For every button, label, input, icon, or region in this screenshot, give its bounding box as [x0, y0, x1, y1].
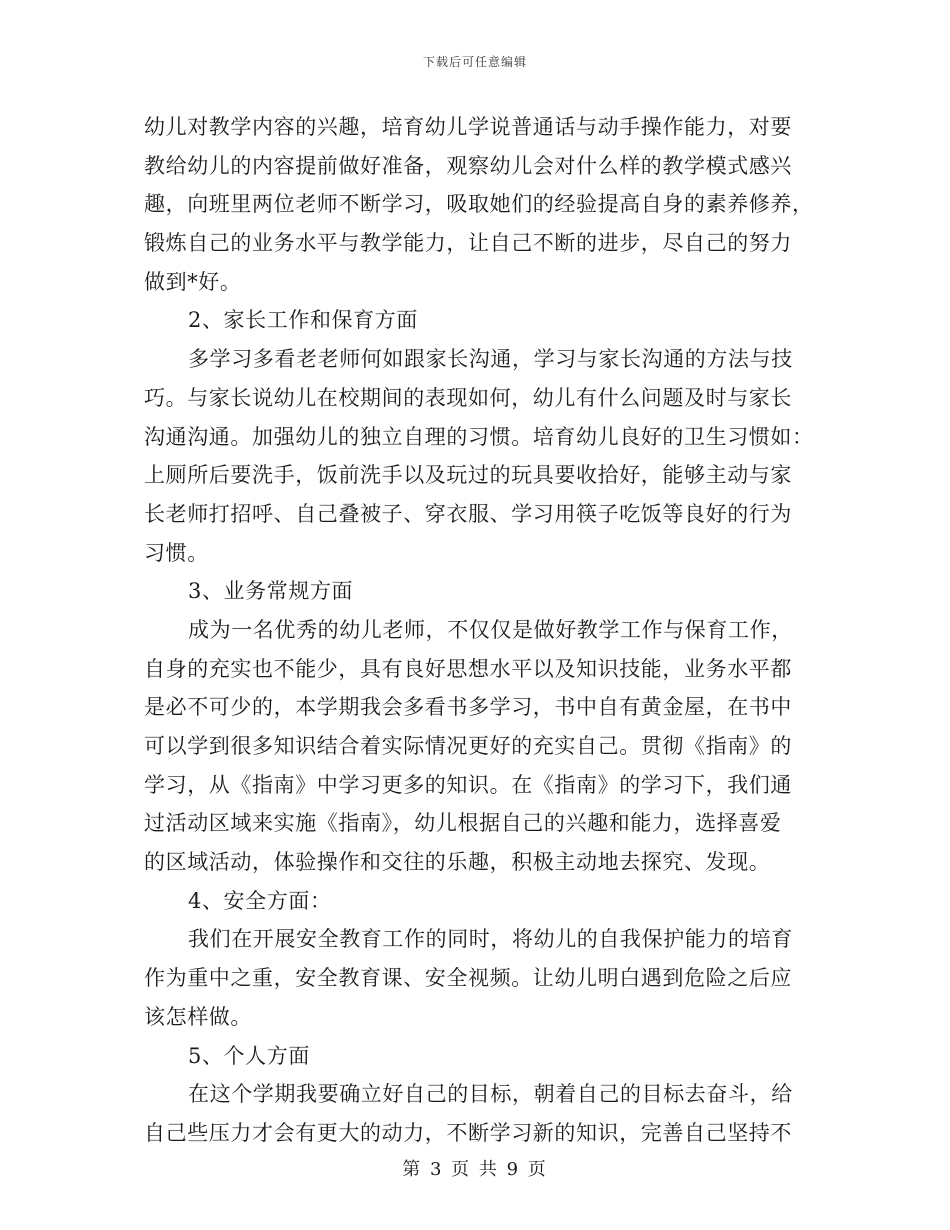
paragraph-line: 上厕所后要洗手，饭前洗手以及玩过的玩具要收拾好，能够主动与家	[144, 463, 792, 488]
paragraph-line: 过活动区域来实施《指南》，幼儿根据自己的兴趣和能力，选择喜爱	[144, 811, 782, 836]
paragraph-line-indented: 5、个人方面	[188, 1043, 310, 1068]
page-number: 第 3 页 共 9 页	[402, 1159, 548, 1180]
paragraph-line: 幼儿对教学内容的兴趣，培育幼儿学说普通话与动手操作能力，对要	[144, 115, 792, 139]
paragraph-line-indented: 在这个学期我要确立好自己的目标，朝着自己的目标去奋斗，给	[188, 1082, 793, 1107]
paragraph-line: 锻炼自己的业务水平与教学能力，让自己不断的进步，尽自己的努力	[144, 231, 792, 256]
paragraph-line: 沟通沟通。加强幼儿的独立自理的习惯。培育幼儿良好的卫生习惯如：	[144, 424, 814, 449]
paragraph-line: 学习，从《指南》中学习更多的知识。在《指南》的学习下，我们通	[144, 772, 792, 797]
paragraph-line: 可以学到很多知识结合着实际情况更好的充实自己。贯彻《指南》的	[144, 734, 792, 758]
paragraph-line: 巧。与家长说幼儿在校期间的表现如何，幼儿有什么问题及时与家长	[144, 385, 792, 410]
paragraph-line: 趣，向班里两位老师不断学习，吸取她们的经验提高自身的素养修养，	[144, 192, 814, 217]
paragraph-line-indented: 4、安全方面：	[188, 888, 332, 913]
paragraph-line: 自身的充实也不能少，具有良好思想水平以及知识技能，业务水平都	[144, 656, 792, 681]
paragraph-line: 作为重中之重，安全教育课、安全视频。让幼儿明白遇到危险之后应	[144, 966, 792, 991]
paragraph-line-indented: 3、业务常规方面	[188, 579, 354, 604]
paragraph-line-indented: 成为一名优秀的幼儿老师，不仅仅是做好教学工作与保育工作，	[188, 617, 793, 642]
paragraph-line: 长老师打招呼、自己叠被子、穿衣服、学习用筷子吃饭等良好的行为	[144, 501, 792, 526]
paragraph-line: 该怎样做。	[144, 1004, 252, 1029]
paragraph-line: 自己些压力才会有更大的动力，不断学习新的知识，完善自己坚持不	[144, 1120, 792, 1145]
document-body	[144, 108, 814, 1153]
paragraph-line-indented: 多学习多看老老师何如跟家长沟通，学习与家长沟通的方法与技	[188, 347, 793, 372]
page-header: 下载后可任意编辑	[422, 55, 527, 69]
paragraph-line: 是必不可少的，本学期我会多看书多学习，书中自有黄金屋，在书中	[144, 695, 792, 720]
paragraph-line: 习惯。	[144, 540, 209, 565]
paragraph-line: 教给幼儿的内容提前做好准备，观察幼儿会对什么样的教学模式感兴	[144, 153, 792, 178]
paragraph-line-indented: 我们在开展安全教育工作的同时，将幼儿的自我保护能力的培育	[188, 927, 793, 952]
paragraph-line: 做到*好。	[144, 269, 242, 294]
paragraph-line: 的区域活动，体验操作和交往的乐趣，积极主动地去探究、发现。	[144, 850, 771, 875]
paragraph-line-indented: 2、家长工作和保育方面	[188, 308, 418, 333]
